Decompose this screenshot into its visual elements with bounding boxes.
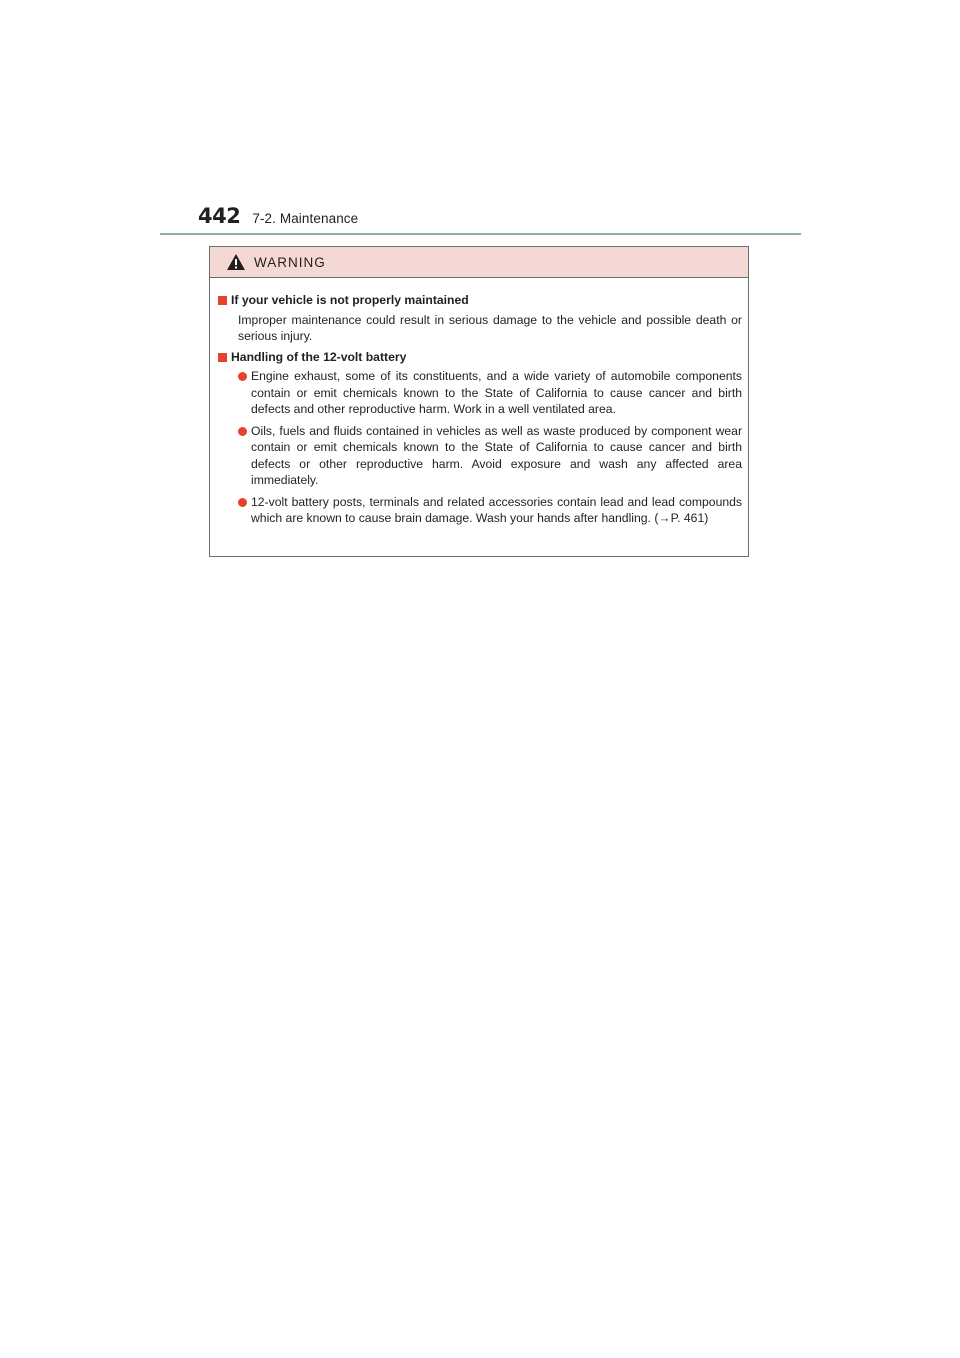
square-bullet-icon [218,296,227,305]
list-item [238,423,742,489]
round-bullet-icon [238,498,247,507]
list-item [238,494,742,527]
warning-triangle-icon [226,253,246,271]
section-heading-row [218,349,742,366]
header-rule [160,233,801,235]
warning-header [210,247,748,278]
section-title: 7-2. Maintenance [252,211,359,226]
bullet-text: 12-volt battery posts, terminals and related accessories contain lead and lead compounds which are known to cause brain damage. Wash your hands after handling. (→P. 461) [251,494,742,525]
page-number: 442 [198,204,241,228]
bullet-text: Engine exhaust, some of its constituents, and a wide variety of automobile components contain or emit chemicals known to the State of California to cause cancer and birth defects and other reproductive harm. Work in a well ventilated area. [251,369,742,416]
section-heading: If your vehicle is not properly maintained [231,293,469,307]
round-bullet-icon [238,372,247,381]
bullet-text: Oils, fuels and fluids contained in vehicles as well as waste produced by component wear contain or emit chemicals known to the State of California to cause cancer and birth defects or other reproductive harm. Avoid exposure and wash any affected area immediately. [251,423,742,487]
warning-box [209,246,749,557]
warning-section-battery [218,349,742,527]
warning-title: WARNING [254,254,326,270]
section-heading: Handling of the 12-volt battery [231,349,407,364]
bullet-list [218,368,742,527]
warning-section-maintenance [218,292,742,345]
section-paragraph: Improper maintenance could result in serious damage to the vehicle and possible death or serious injury. [238,312,742,343]
list-item [238,368,742,418]
section-heading-row [218,292,742,309]
square-bullet-icon [218,353,227,362]
page-header [198,204,358,234]
round-bullet-icon [238,427,247,436]
warning-body [210,278,748,527]
